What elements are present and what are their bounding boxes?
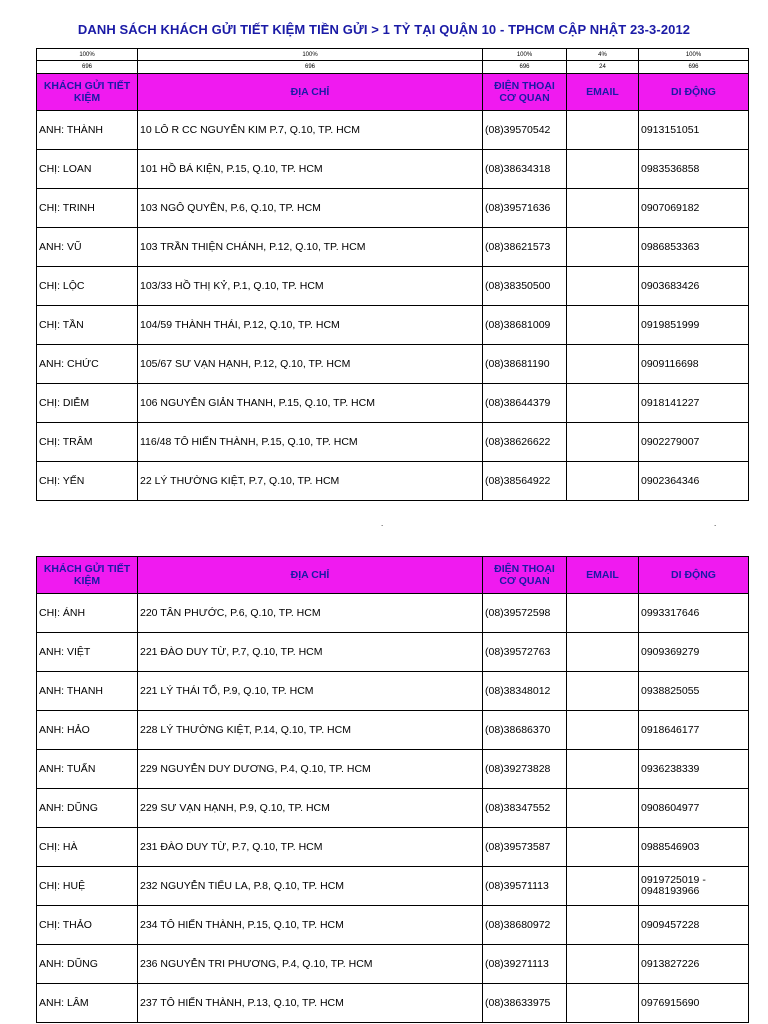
- address-cell: 232 NGUYỄN TIỂU LA, P.8, Q.10, TP. HCM: [138, 867, 483, 906]
- address-cell: 22 LÝ THƯỜNG KIỆT, P.7, Q.10, TP. HCM: [138, 462, 483, 501]
- customer-name-cell: ANH: CHỨC: [37, 345, 138, 384]
- table-row: [37, 423, 749, 462]
- count-row: [37, 61, 749, 74]
- address-cell: 231 ĐÀO DUY TỪ, P.7, Q.10, TP. HCM: [138, 828, 483, 867]
- office-phone-cell: (08)38348012: [483, 672, 567, 711]
- count-cell: 696: [37, 61, 138, 74]
- customer-name-cell: ANH: LÂM: [37, 984, 138, 1023]
- mobile-cell: 0903683426: [639, 267, 749, 306]
- email-cell: [567, 828, 639, 867]
- table-row: [37, 345, 749, 384]
- customer-name-cell: CHỊ: YẾN: [37, 462, 138, 501]
- percent-row: [37, 49, 749, 61]
- table-row: [37, 906, 749, 945]
- mobile-cell: 0919725019 - 0948193966: [639, 867, 749, 906]
- customer-name-cell: ANH: HẢO: [37, 711, 138, 750]
- address-cell: 104/59 THÀNH THÁI, P.12, Q.10, TP. HCM: [138, 306, 483, 345]
- mobile-cell: 0918646177: [639, 711, 749, 750]
- header-customer: KHÁCH GỬI TIẾT KIỆM: [37, 557, 138, 594]
- address-cell: 103/33 HỒ THỊ KỶ, P.1, Q.10, TP. HCM: [138, 267, 483, 306]
- header-address: ĐỊA CHỈ: [138, 74, 483, 111]
- office-phone-cell: (08)38626622: [483, 423, 567, 462]
- address-cell: 10 LÔ R CC NGUYỄN KIM P.7, Q.10, TP. HCM: [138, 111, 483, 150]
- email-cell: [567, 345, 639, 384]
- address-cell: 237 TÔ HIẾN THÀNH, P.13, Q.10, TP. HCM: [138, 984, 483, 1023]
- customer-name-cell: CHỊ: HÀ: [37, 828, 138, 867]
- customer-name-cell: ANH: THANH: [37, 672, 138, 711]
- office-phone-cell: (08)38633975: [483, 984, 567, 1023]
- customer-name-cell: CHỊ: LOAN: [37, 150, 138, 189]
- mobile-cell: 0902279007: [639, 423, 749, 462]
- table-row: [37, 984, 749, 1023]
- email-cell: [567, 228, 639, 267]
- table-row: [37, 228, 749, 267]
- mobile-cell: 0993317646: [639, 594, 749, 633]
- customer-table-2: [36, 556, 749, 1023]
- address-cell: 105/67 SƯ VẠN HẠNH, P.12, Q.10, TP. HCM: [138, 345, 483, 384]
- customer-name-cell: CHỊ: LỘC: [37, 267, 138, 306]
- address-cell: 106 NGUYỄN GIẢN THANH, P.15, Q.10, TP. HCM: [138, 384, 483, 423]
- address-cell: 116/48 TÔ HIẾN THÀNH, P.15, Q.10, TP. HCM: [138, 423, 483, 462]
- office-phone-cell: (08)39571113: [483, 867, 567, 906]
- table-row: [37, 267, 749, 306]
- email-cell: [567, 462, 639, 501]
- count-cell: 696: [138, 61, 483, 74]
- email-cell: [567, 789, 639, 828]
- office-phone-cell: (08)38681190: [483, 345, 567, 384]
- table-row: [37, 150, 749, 189]
- office-phone-cell: (08)38350500: [483, 267, 567, 306]
- address-cell: 234 TÔ HIẾN THÀNH, P.15, Q.10, TP. HCM: [138, 906, 483, 945]
- office-phone-cell: (08)39573587: [483, 828, 567, 867]
- email-cell: [567, 384, 639, 423]
- table-row: [37, 462, 749, 501]
- customer-name-cell: CHỊ: ÁNH: [37, 594, 138, 633]
- office-phone-cell: (08)39271113: [483, 945, 567, 984]
- address-cell: 229 NGUYỄN DUY DƯƠNG, P.4, Q.10, TP. HCM: [138, 750, 483, 789]
- address-cell: 221 ĐÀO DUY TỪ, P.7, Q.10, TP. HCM: [138, 633, 483, 672]
- customer-name-cell: CHỊ: TRÂM: [37, 423, 138, 462]
- table-row: [37, 594, 749, 633]
- customer-table-1: [36, 48, 749, 501]
- address-cell: 103 TRẦN THIỆN CHÁNH, P.12, Q.10, TP. HCM: [138, 228, 483, 267]
- separator-dot: .: [381, 519, 384, 528]
- table-row: [37, 633, 749, 672]
- table-row: [37, 384, 749, 423]
- table-header: [37, 557, 749, 594]
- header-email: EMAIL: [567, 557, 639, 594]
- email-cell: [567, 711, 639, 750]
- mobile-cell: 0918141227: [639, 384, 749, 423]
- percent-cell: 100%: [37, 49, 138, 61]
- customer-name-cell: ANH: TUẤN: [37, 750, 138, 789]
- email-cell: [567, 189, 639, 228]
- table-row: [37, 789, 749, 828]
- office-phone-cell: (08)38347552: [483, 789, 567, 828]
- customer-name-cell: ANH: VIỆT: [37, 633, 138, 672]
- address-cell: 229 SƯ VẠN HẠNH, P.9, Q.10, TP. HCM: [138, 789, 483, 828]
- email-cell: [567, 306, 639, 345]
- email-cell: [567, 672, 639, 711]
- header-mobile: DI ĐỘNG: [639, 557, 749, 594]
- table-row: [37, 945, 749, 984]
- mobile-cell: 0909369279: [639, 633, 749, 672]
- email-cell: [567, 267, 639, 306]
- header-address: ĐỊA CHỈ: [138, 557, 483, 594]
- address-cell: 101 HỒ BÁ KIỆN, P.15, Q.10, TP. HCM: [138, 150, 483, 189]
- header-office-phone: ĐIỆN THOẠI CƠ QUAN: [483, 557, 567, 594]
- mobile-cell: 0938825055: [639, 672, 749, 711]
- mobile-cell: 0986853363: [639, 228, 749, 267]
- table-row: [37, 828, 749, 867]
- customer-name-cell: CHỊ: TẦN: [37, 306, 138, 345]
- office-phone-cell: (08)38680972: [483, 906, 567, 945]
- email-cell: [567, 750, 639, 789]
- customer-name-cell: ANH: DŨNG: [37, 789, 138, 828]
- office-phone-cell: (08)38686370: [483, 711, 567, 750]
- table-row: [37, 711, 749, 750]
- table-row: [37, 111, 749, 150]
- percent-cell: 100%: [639, 49, 749, 61]
- email-cell: [567, 423, 639, 462]
- mobile-cell: 0919851999: [639, 306, 749, 345]
- mobile-cell: 0908604977: [639, 789, 749, 828]
- percent-cell: 100%: [138, 49, 483, 61]
- header-office-phone: ĐIỆN THOẠI CƠ QUAN: [483, 74, 567, 111]
- email-cell: [567, 633, 639, 672]
- header-email: EMAIL: [567, 74, 639, 111]
- office-phone-cell: (08)38564922: [483, 462, 567, 501]
- table-row: [37, 672, 749, 711]
- mobile-cell: 0976915690: [639, 984, 749, 1023]
- mobile-cell: 0913151051: [639, 111, 749, 150]
- office-phone-cell: (08)39570542: [483, 111, 567, 150]
- customer-name-cell: ANH: THÀNH: [37, 111, 138, 150]
- email-cell: [567, 906, 639, 945]
- table-row: [37, 189, 749, 228]
- count-cell: 696: [483, 61, 567, 74]
- table-header: [37, 74, 749, 111]
- customer-name-cell: CHỊ: THẢO: [37, 906, 138, 945]
- count-cell: 696: [639, 61, 749, 74]
- email-cell: [567, 945, 639, 984]
- email-cell: [567, 867, 639, 906]
- customer-name-cell: ANH: VŨ: [37, 228, 138, 267]
- mobile-cell: 0983536858: [639, 150, 749, 189]
- mobile-cell: 0913827226: [639, 945, 749, 984]
- office-phone-cell: (08)38621573: [483, 228, 567, 267]
- mobile-cell: 0909457228: [639, 906, 749, 945]
- email-cell: [567, 150, 639, 189]
- office-phone-cell: (08)39571636: [483, 189, 567, 228]
- customer-name-cell: CHỊ: DIỄM: [37, 384, 138, 423]
- office-phone-cell: (08)39572598: [483, 594, 567, 633]
- table-row: [37, 306, 749, 345]
- office-phone-cell: (08)39572763: [483, 633, 567, 672]
- separator-dot: .: [714, 519, 717, 528]
- mobile-cell: 0988546903: [639, 828, 749, 867]
- mobile-cell: 0909116698: [639, 345, 749, 384]
- header-mobile: DI ĐỘNG: [639, 74, 749, 111]
- mobile-cell: 0902364346: [639, 462, 749, 501]
- page-title: DANH SÁCH KHÁCH GỬI TIẾT KIỆM TIỀN GỬI > 1 TỶ TẠI QUẬN 10 - TPHCM CẬP NHẬT 23-3-2012: [77, 22, 691, 37]
- office-phone-cell: (08)38634318: [483, 150, 567, 189]
- mobile-cell: 0936238339: [639, 750, 749, 789]
- address-cell: 220 TÂN PHƯỚC, P.6, Q.10, TP. HCM: [138, 594, 483, 633]
- customer-name-cell: CHỊ: HUỆ: [37, 867, 138, 906]
- customer-name-cell: ANH: DŨNG: [37, 945, 138, 984]
- email-cell: [567, 984, 639, 1023]
- address-cell: 236 NGUYỄN TRI PHƯƠNG, P.4, Q.10, TP. HCM: [138, 945, 483, 984]
- office-phone-cell: (08)38681009: [483, 306, 567, 345]
- customer-name-cell: CHỊ: TRINH: [37, 189, 138, 228]
- count-cell: 24: [567, 61, 639, 74]
- address-cell: 228 LÝ THƯỜNG KIỆT, P.14, Q.10, TP. HCM: [138, 711, 483, 750]
- address-cell: 221 LÝ THÁI TỔ, P.9, Q.10, TP. HCM: [138, 672, 483, 711]
- email-cell: [567, 594, 639, 633]
- mobile-cell: 0907069182: [639, 189, 749, 228]
- percent-cell: 4%: [567, 49, 639, 61]
- office-phone-cell: (08)39273828: [483, 750, 567, 789]
- percent-cell: 100%: [483, 49, 567, 61]
- header-customer: KHÁCH GỬI TIẾT KIỆM: [37, 74, 138, 111]
- office-phone-cell: (08)38644379: [483, 384, 567, 423]
- table-row: [37, 750, 749, 789]
- address-cell: 103 NGÔ QUYỀN, P.6, Q.10, TP. HCM: [138, 189, 483, 228]
- table-row: [37, 867, 749, 906]
- email-cell: [567, 111, 639, 150]
